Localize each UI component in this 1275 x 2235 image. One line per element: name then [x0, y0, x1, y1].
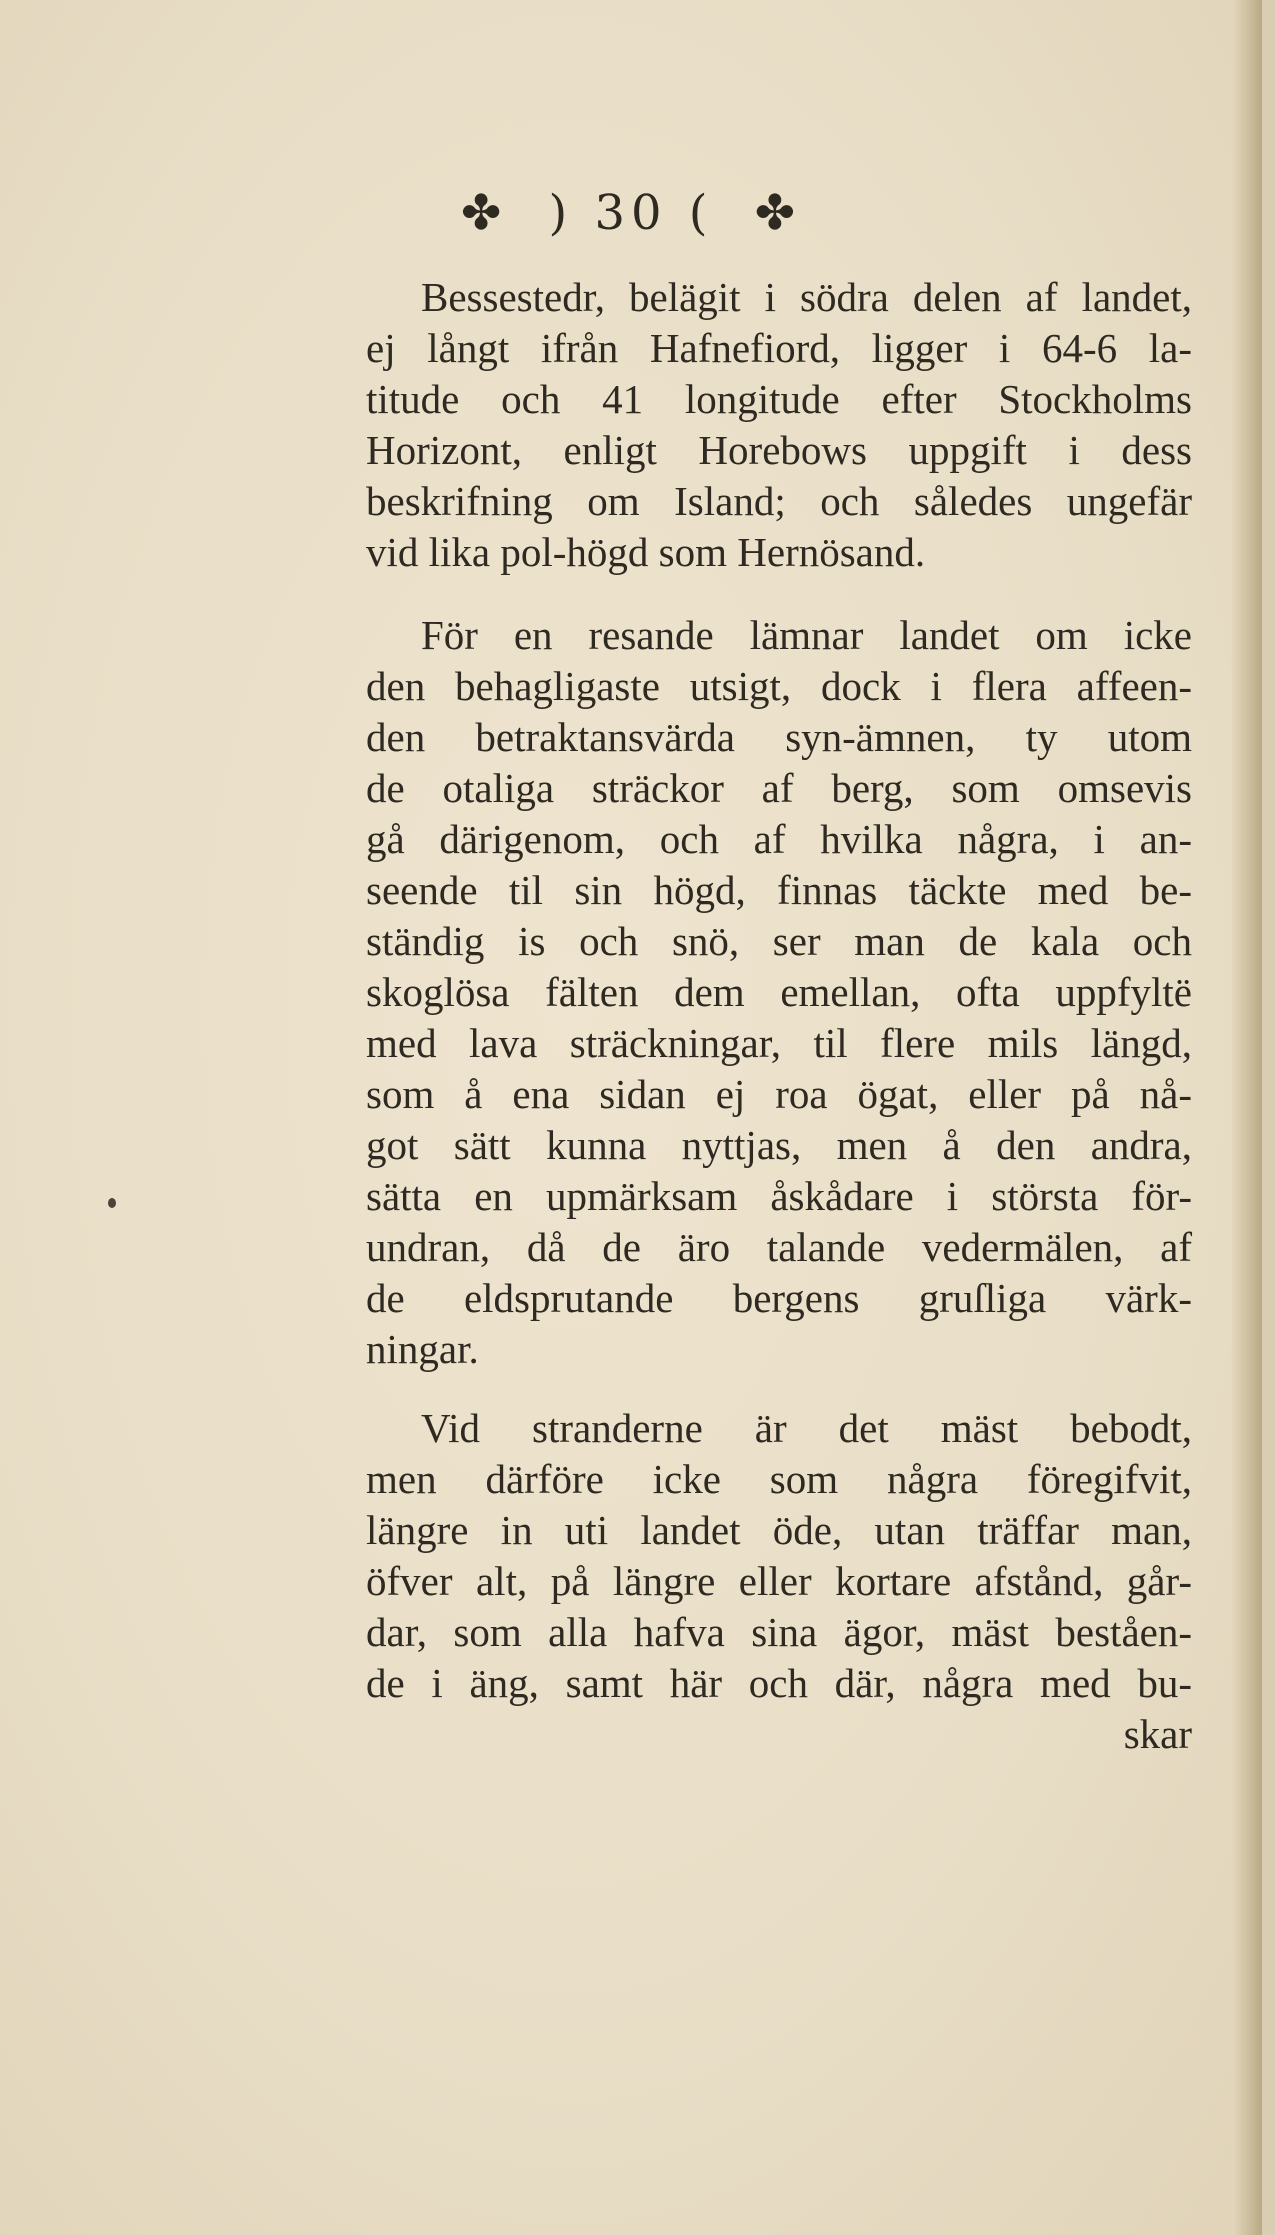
book-spine-edge — [1232, 0, 1262, 2235]
ornament-left-icon: ✤ — [460, 185, 508, 241]
text-line: Vid stranderne är det mäst bebodt, — [421, 1405, 1192, 1451]
ink-speck — [108, 1198, 116, 1208]
text-line: skoglösa fälten dem emellan, ofta uppfyltë — [366, 969, 1192, 1015]
text-line: beskrifning om Island; och således ungefär — [366, 478, 1192, 524]
text-line: men därföre icke som några föregifvit, — [366, 1456, 1192, 1502]
text-line: ningar. — [366, 1326, 479, 1372]
page-header — [0, 185, 1262, 241]
text-line: vid lika pol-högd som Hernösand. — [366, 529, 926, 575]
text-line: de eldsprutande bergens gruſliga värk- — [366, 1275, 1192, 1321]
text-line: gå därigenom, och af hvilka några, i an- — [366, 816, 1192, 862]
page-number: ) 30 ( — [548, 185, 714, 241]
text-line: längre in uti landet öde, utan träffar man, — [366, 1507, 1192, 1553]
text-line: got sätt kunna nyttjas, men å den andra, — [366, 1122, 1192, 1168]
paragraph-2 — [366, 610, 1192, 1375]
text-line: ej långt ifrån Hafnefiord, ligger i 64-6 la- — [366, 325, 1192, 371]
text-line: För en resande lämnar landet om icke — [421, 612, 1192, 658]
text-line: som å ena sidan ej roa ögat, eller på nå- — [366, 1071, 1192, 1117]
catchword: skar — [1123, 1711, 1192, 1757]
text-line: med lava sträckningar, til flere mils längd, — [366, 1020, 1192, 1066]
text-line: Horizont, enligt Horebows uppgift i dess — [366, 427, 1192, 473]
text-line: titude och 41 longitude efter Stockholms — [366, 376, 1192, 422]
text-line: de i äng, samt här och där, några med bu- — [366, 1660, 1192, 1706]
paragraph-3 — [366, 1403, 1192, 1760]
text-line: Bessestedr, belägit i södra delen af landet, — [421, 274, 1192, 320]
paragraph-1 — [366, 272, 1192, 578]
ornament-right-icon: ✤ — [754, 185, 801, 241]
text-line: ständig is och snö, ser man de kala och — [366, 918, 1192, 964]
text-line: seende til sin högd, finnas täckte med be- — [366, 867, 1192, 913]
text-line: de otaliga sträckor af berg, som omsevis — [366, 765, 1192, 811]
text-line: den behagligaste utsigt, dock i flera affeen- — [366, 663, 1192, 709]
text-line: undran, då de äro talande vedermälen, af — [366, 1224, 1192, 1270]
text-line: den betraktansvärda syn-ämnen, ty utom — [366, 714, 1192, 760]
text-line: sätta en upmärksam åskådare i största för- — [366, 1173, 1192, 1219]
text-line: dar, som alla hafva sina ägor, mäst beståen- — [366, 1609, 1192, 1655]
text-line: öfver alt, på längre eller kortare afstånd, går- — [366, 1558, 1192, 1604]
